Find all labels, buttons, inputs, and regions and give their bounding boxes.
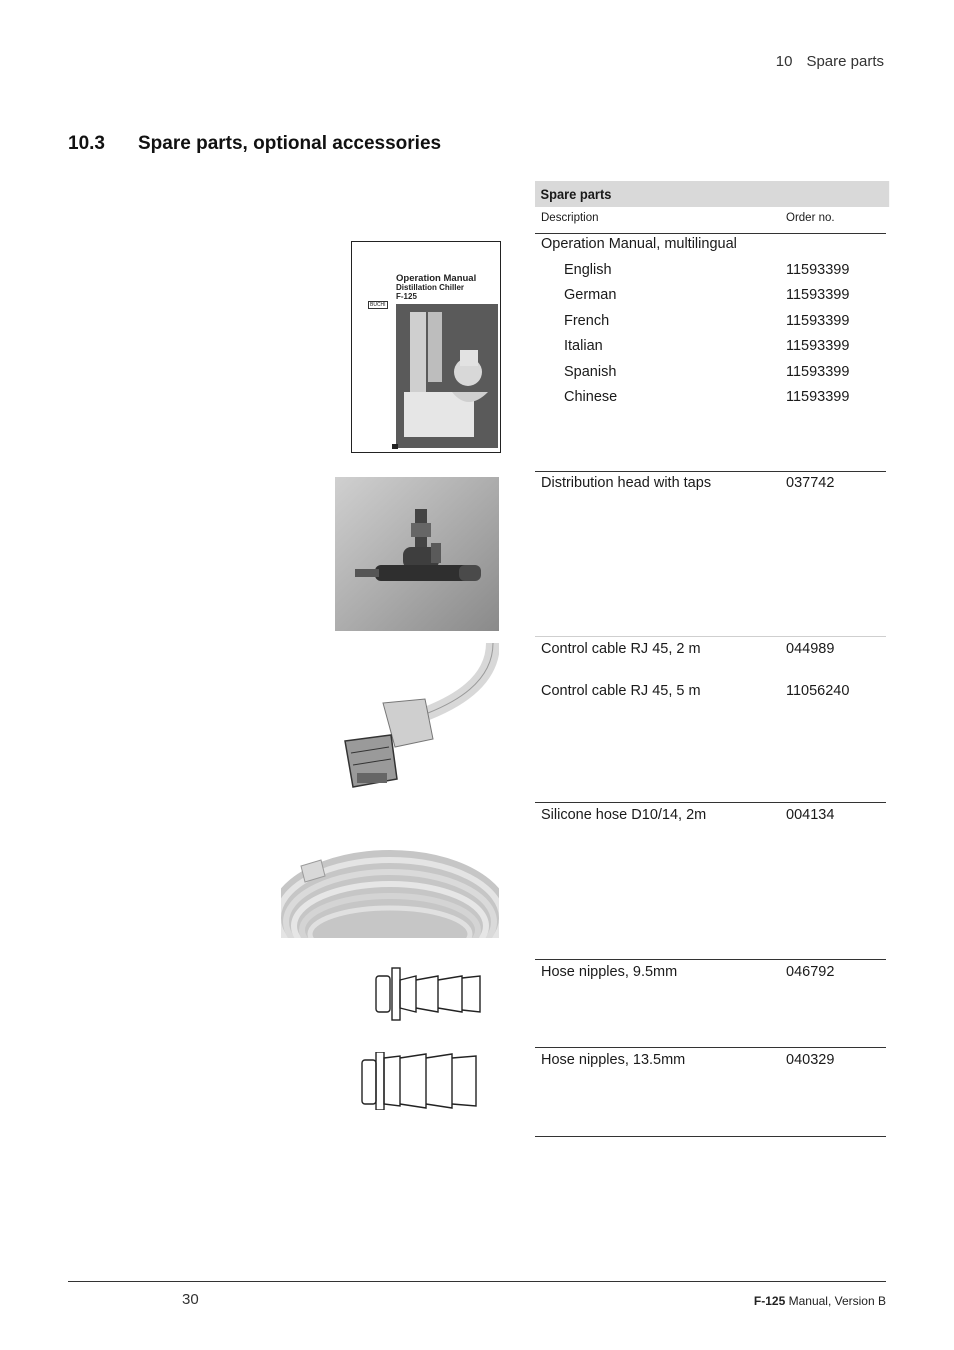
divider — [535, 959, 886, 960]
distribution-head-image — [335, 477, 499, 631]
order-number: 004134 — [786, 807, 835, 823]
running-header — [776, 53, 884, 70]
cover-model: F-125 — [396, 292, 417, 301]
silicone-hose-illustration — [281, 826, 499, 938]
cover-subtitle: Distillation Chiller — [396, 283, 465, 292]
language-name: Chinese — [564, 389, 618, 405]
item-description: Control cable RJ 45, 2 m — [541, 641, 701, 657]
order-number: 046792 — [786, 964, 835, 980]
divider — [535, 1047, 886, 1048]
table-heading: Spare parts — [535, 181, 889, 207]
divider — [535, 636, 886, 637]
order-number: 11593399 — [786, 313, 850, 329]
order-number: 11593399 — [786, 262, 850, 278]
order-number: 037742 — [786, 475, 835, 491]
footer-product — [754, 1294, 886, 1308]
manual-cover-image — [351, 241, 501, 453]
order-number: 040329 — [786, 1052, 835, 1068]
order-number: 11593399 — [786, 338, 850, 354]
item-description: Hose nipples, 13.5mm — [541, 1052, 686, 1068]
footer-product-name: F-125 — [753, 1294, 786, 1308]
cover-logo: BÜCHI — [370, 302, 386, 308]
language-name: Spanish — [564, 364, 617, 380]
column-description: Description — [541, 212, 599, 224]
order-number: 11056240 — [786, 683, 850, 699]
footer-rule — [68, 1281, 886, 1282]
order-number: 11593399 — [786, 389, 850, 405]
item-description: Silicone hose D10/14, 2m — [541, 807, 707, 823]
divider — [535, 1136, 886, 1137]
order-number: 11593399 — [786, 364, 850, 380]
hose-nipple-large-outline — [360, 1052, 482, 1110]
item-description: Hose nipples, 9.5mm — [541, 964, 678, 980]
section-heading: Spare parts, optional accessories — [138, 133, 442, 154]
silicone-hose-image — [281, 826, 499, 938]
hose-nipple-small-outline — [366, 966, 484, 1022]
divider — [535, 802, 886, 803]
cover-title: Operation Manual — [396, 273, 477, 284]
spare-parts-table-header — [535, 181, 886, 234]
page-number: 30 — [182, 1291, 199, 1308]
item-description: Control cable RJ 45, 5 m — [541, 683, 701, 699]
language-name: Italian — [564, 338, 603, 354]
language-name: French — [564, 313, 610, 329]
rj45-cable-image — [333, 643, 499, 798]
item-description: Distribution head with taps — [541, 475, 712, 491]
divider — [535, 471, 886, 472]
language-name: English — [564, 262, 612, 278]
distribution-head-illustration — [335, 477, 499, 631]
section-title — [68, 133, 441, 155]
order-number: 11593399 — [786, 287, 850, 303]
column-order-no: Order no. — [786, 212, 835, 224]
manual-label: Operation Manual, multilingual — [541, 236, 737, 252]
language-name: German — [564, 287, 617, 303]
footer-product-suffix: Manual, Version B — [785, 1294, 886, 1308]
hose-nipple-9-5-drawing — [366, 966, 484, 1022]
table-column-headers — [535, 207, 886, 234]
hose-nipple-13-5-drawing — [360, 1052, 482, 1110]
chapter-number: 10 — [775, 53, 793, 70]
rj45-cable-illustration — [333, 643, 499, 798]
order-number: 044989 — [786, 641, 835, 657]
section-number: 10.3 — [68, 133, 105, 154]
chapter-title: Spare parts — [806, 53, 884, 70]
